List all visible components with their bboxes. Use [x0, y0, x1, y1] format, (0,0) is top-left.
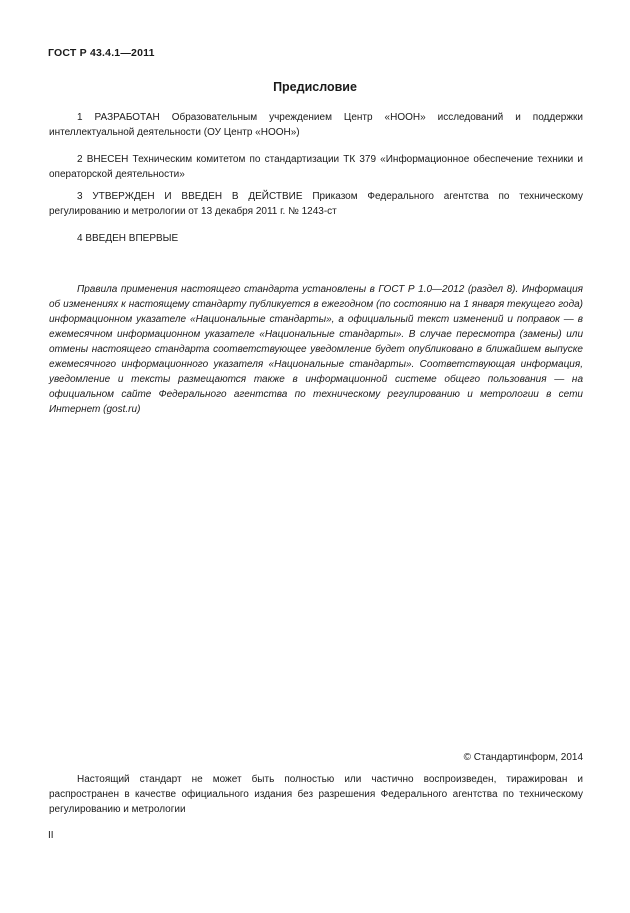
copyright-line: © Стандартинформ, 2014: [463, 752, 583, 763]
paragraph-approved-by: 3 УТВЕРЖДЕН И ВВЕДЕН В ДЕЙСТВИЕ Приказом Федерального агентства по техническому регулированию и метрологии от 13 декабря 2011 г. № 1243-ст: [49, 191, 583, 217]
document-code-header: ГОСТ Р 43.4.1—2011: [48, 47, 155, 59]
paragraph-introduced-by: 2 ВНЕСЕН Техническим комитетом по стандартизации ТК 379 «Информационное обеспечение техники и операторской деятельности»: [49, 154, 583, 180]
paragraph-developed-by: 1 РАЗРАБОТАН Образовательным учреждением Центр «НООН» исследований и поддержки интеллектуальной деятельности (ОУ Центр «НООН»): [49, 112, 583, 138]
usage-rules-notice: Правила применения настоящего стандарта установлены в ГОСТ Р 1.0—2012 (раздел 8). Информация об изменениях к настоящему стандарту публикуется в ежегодном (по состоянию на 1 января текущего года) информационном указателе «Национальные стандарты», а официальный текст изменений и поправок — в ежемесячном информационном указателе «Национальные стандарты». В случае пересмотра (замены) или отмены настоящего стандарта соответствующее уведомление будет опубликовано в ближайшем выпуске ежемесячного информационного указателя «Национальные стандарты». Соответствующая информация, уведомление и тексты размещаются также в информационной системе общего пользования — на официальном сайте Федерального агентства по техническому регулированию и метрологии в сети Интернет (gost.ru): [49, 284, 583, 415]
paragraph-first-introduced: 4 ВВЕДЕН ВПЕРВЫЕ: [77, 233, 179, 244]
page-title: Предисловие: [273, 80, 357, 94]
reproduction-notice: Настоящий стандарт не может быть полностью или частично воспроизведен, тиражирован и распространен в качестве официального издания без разрешения Федерального агентства по техническому регулированию и метрологии: [49, 774, 583, 815]
page-number: II: [48, 830, 54, 841]
